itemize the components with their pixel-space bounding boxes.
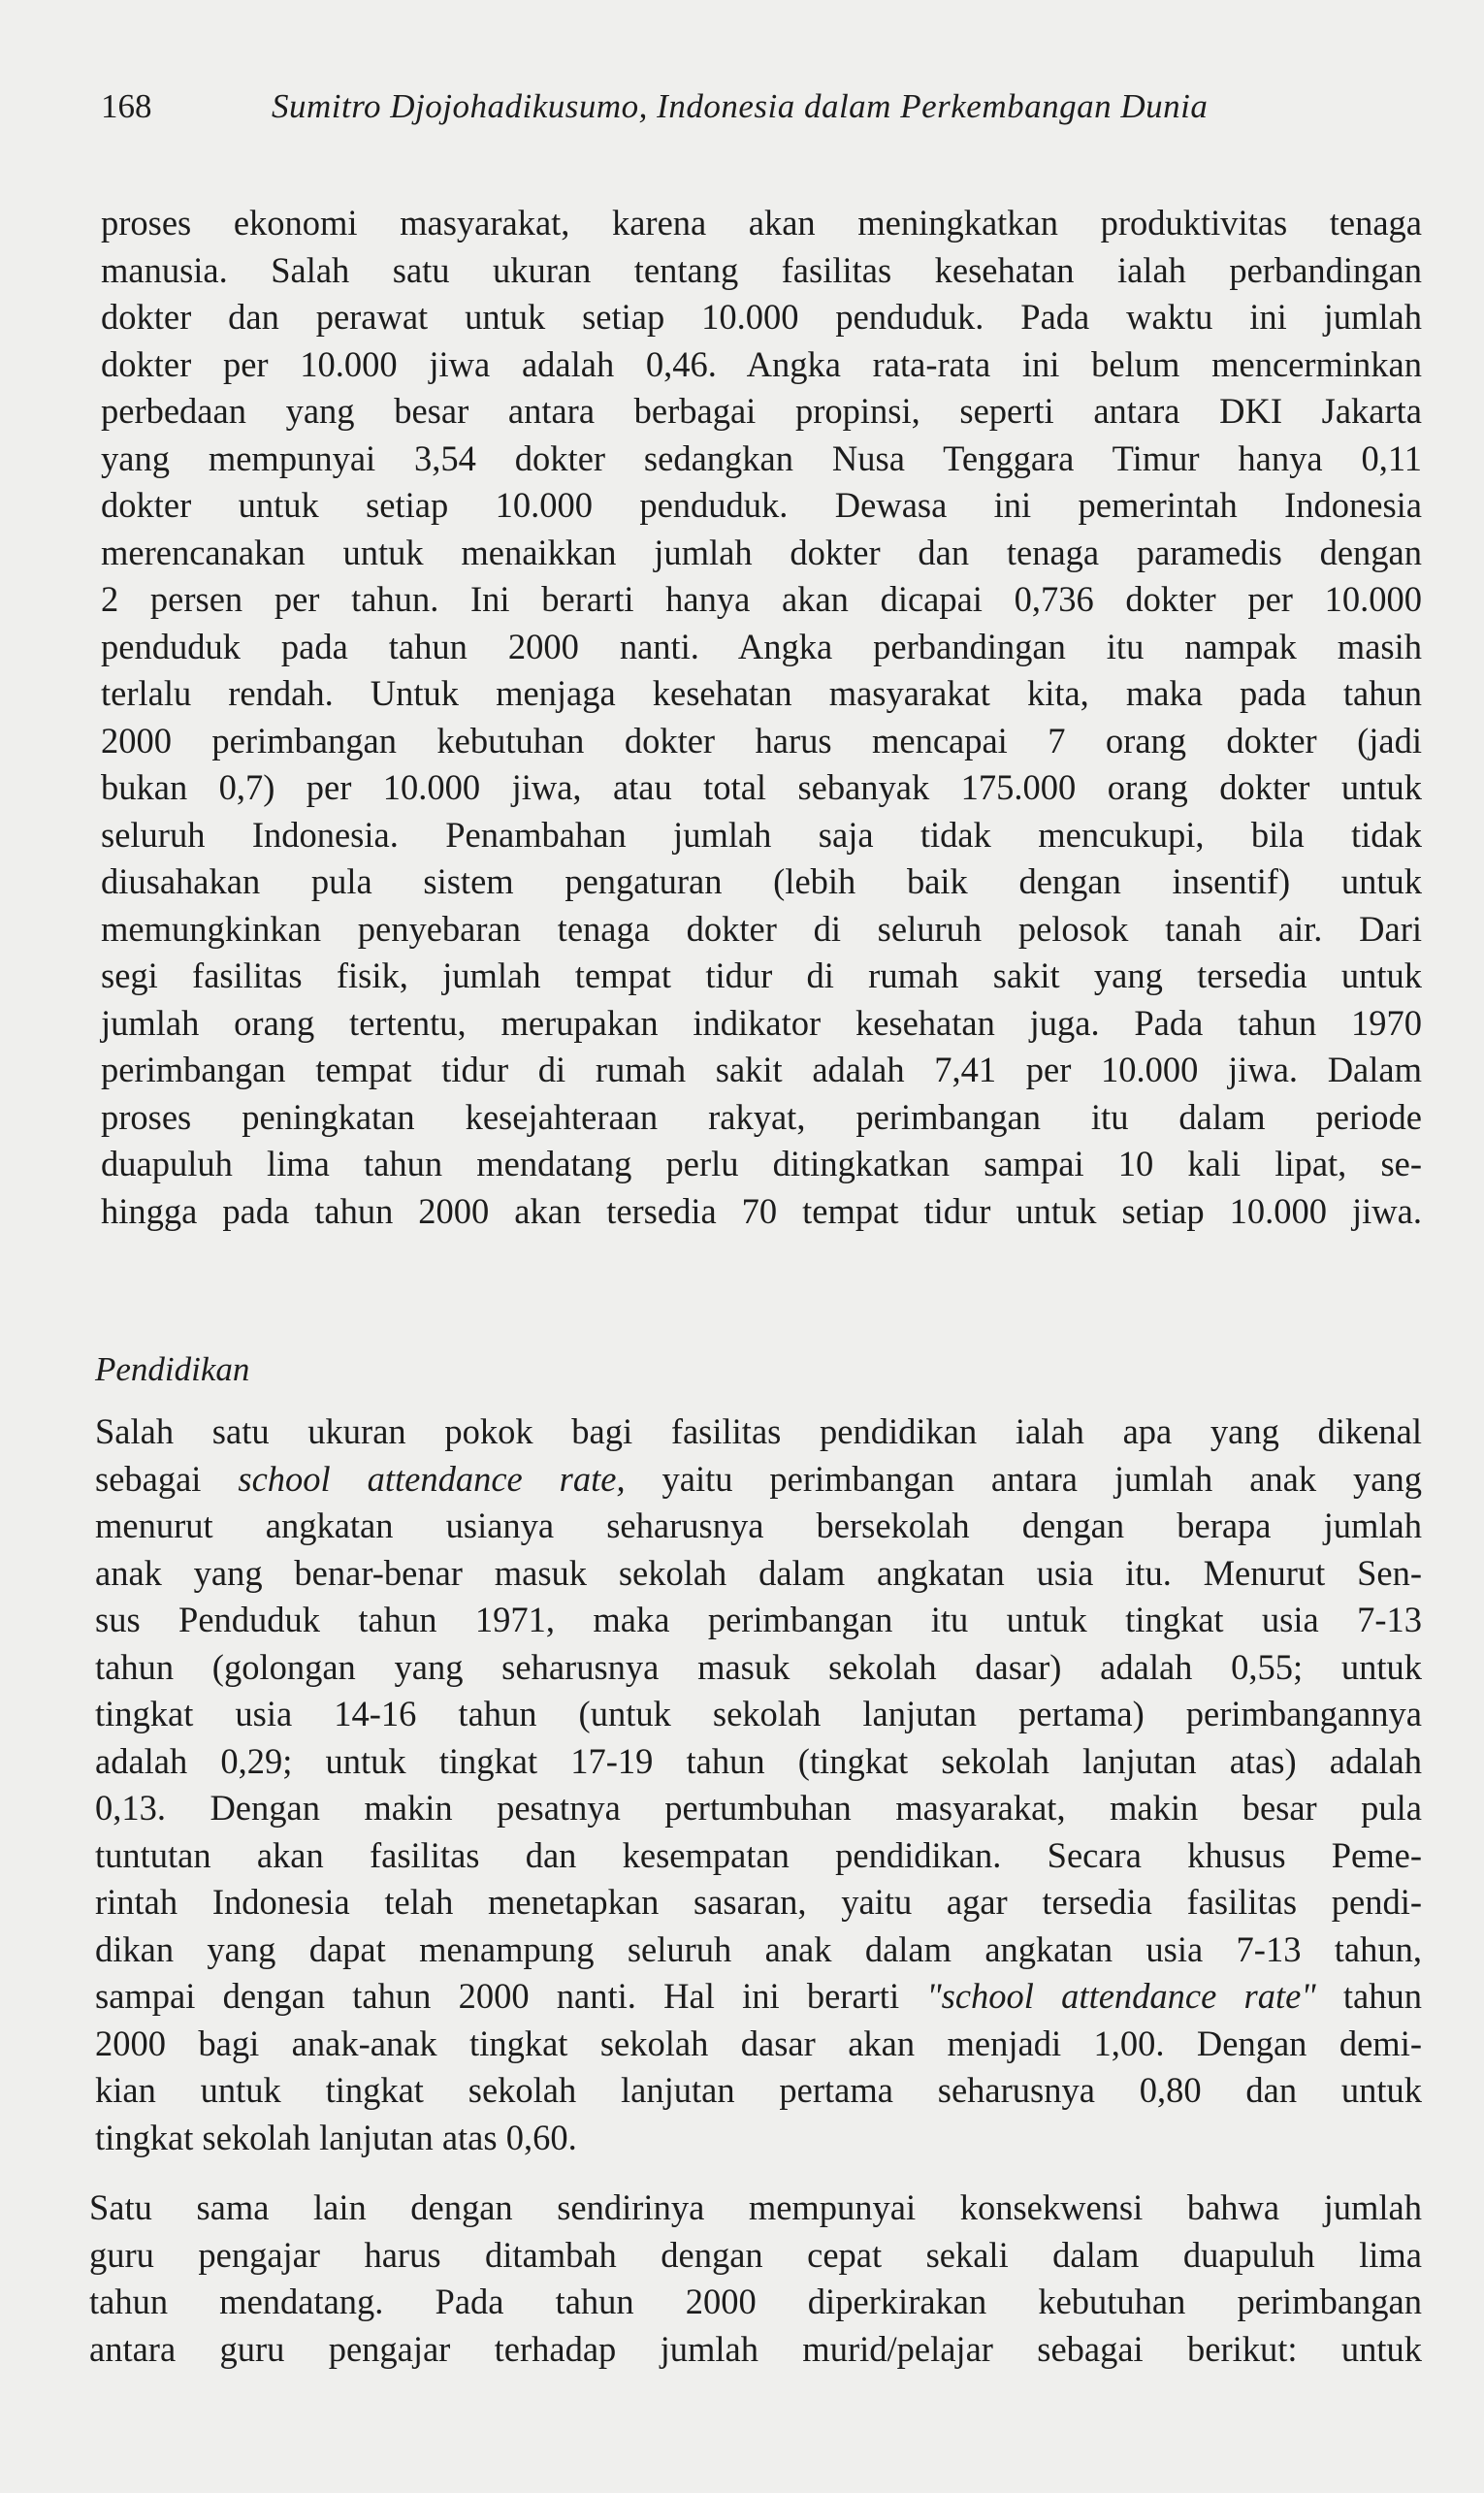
text-line [95,2067,1422,2115]
line-text: penduduk pada tahun 2000 nanti. Angka perbandingan itu nampak masih [101,626,1422,666]
text-line [101,1047,1422,1094]
line-text: dikan yang dapat menampung seluruh anak dalam angkatan usia 7-13 tahun, [95,1928,1422,1969]
page-number: 168 [101,87,152,125]
line-text: hingga pada tahun 2000 akan tersedia 70 tempat tidur untuk setiap 10.000 jiwa. [101,1190,1422,1231]
text-line [95,1973,1422,2021]
section-heading-pendidikan: Pendidikan [95,1350,250,1388]
line-text: segi fasilitas fisik, jumlah tempat tidur di rumah sakit yang tersedia untuk [101,955,1422,995]
line-text: tuntutan akan fasilitas dan kesempatan pendidikan. Secara khusus Peme- [95,1834,1422,1875]
line-text: 2000 perimbangan kebutuhan dokter harus mencapai 7 orang dokter (jadi [101,720,1422,761]
text-line [89,2232,1422,2280]
line-text: dokter untuk setiap 10.000 penduduk. Dewasa ini pemerintah Indonesia [101,485,1422,525]
text-line [101,858,1422,906]
line-text: terlalu rendah. Untuk menjaga kesehatan masyarakat kita, maka pada tahun [101,673,1422,713]
line-text: menurut angkatan usianya seharusnya bersekolah dengan berapa jumlah [95,1506,1422,1545]
text-line [101,388,1422,436]
line-text: sus Penduduk tahun 1971, maka perimbangan itu untuk tingkat usia 7-13 [95,1600,1422,1639]
line-text: diusahakan pula sistem pengaturan (lebih baik dengan insentif) untuk [101,861,1422,901]
line-text: Satu sama lain dengan sendirinya mempunyai konsekwensi bahwa jumlah [89,2187,1422,2227]
line-text: manusia. Salah satu ukuran tentang fasilitas kesehatan ialah perbandingan [101,249,1422,290]
line-text: anak yang benar-benar masuk sekolah dalam angkatan usia itu. Menurut Sen- [95,1552,1422,1593]
text-line [89,2185,1422,2232]
line-text: Salah satu ukuran pokok bagi fasilitas pendidikan ialah apa yang dikenal [95,1411,1422,1451]
text-line [95,1691,1422,1738]
line-text: 0,13. Dengan makin pesatnya pertumbuhan masyarakat, makin besar pula [95,1788,1422,1828]
line-text: seluruh Indonesia. Penambahan jumlah saja tidak mencukupi, bila tidak [101,814,1422,855]
line-text: tingkat sekolah lanjutan atas 0,60. [95,2117,577,2157]
line-text: duapuluh lima tahun mendatang perlu ditingkatkan sampai 10 kali lipat, se- [101,1144,1422,1183]
text-line [95,1785,1422,1832]
line-text: sebagai [95,1458,239,1499]
text-line [101,294,1422,341]
text-line [95,2021,1422,2068]
text-line [95,1738,1422,1786]
text-line [101,247,1422,295]
line-text: yaitu perimbangan antara jumlah anak yang [625,1458,1422,1499]
paragraph-education [95,1408,1422,2161]
line-text: perimbangan tempat tidur di rumah sakit adalah 7,41 per 10.000 jiwa. Dalam [101,1050,1422,1089]
running-title: Sumitro Djojohadikusumo, Indonesia dalam Perkembangan Dunia [272,87,1209,125]
text-line [101,200,1422,247]
text-line [101,670,1422,718]
line-text: rintah Indonesia telah menetapkan sasaran, yaitu agar tersedia fasilitas pendi- [95,1882,1422,1922]
line-text: merencanakan untuk menaikkan jumlah dokter dan tenaga paramedis dengan [101,532,1422,572]
text-line [101,906,1422,954]
line-text: proses peningkatan kesejahteraan rakyat, perimbangan itu dalam periode [101,1096,1422,1137]
text-line [101,812,1422,859]
line-text: proses ekonomi masyarakat, karena akan meningkatkan produktivitas tenaga [101,203,1422,243]
line-text: jumlah orang tertentu, merupakan indikator kesehatan juga. Pada tahun 1970 [101,1002,1422,1043]
text-line [101,1094,1422,1142]
text-line [95,1550,1422,1598]
line-text: antara guru pengajar terhadap jumlah murid/pelajar sebagai berikut: untuk [89,2328,1422,2369]
text-line [101,576,1422,624]
text-line [101,530,1422,577]
text-line [101,436,1422,483]
text-line [95,1926,1422,1974]
line-text: 2000 bagi anak-anak tingkat sekolah dasar akan menjadi 1,00. Dengan demi- [95,2023,1422,2063]
italic-term: school attendance rate, [238,1458,626,1499]
text-line [101,764,1422,812]
line-text: tahun [1315,1976,1422,2016]
text-line [89,2279,1422,2326]
text-line [95,1503,1422,1550]
line-text: 2 persen per tahun. Ini berarti hanya akan dicapai 0,736 dokter per 10.000 [101,579,1422,619]
line-text: yang mempunyai 3,54 dokter sedangkan Nusa Tenggara Timur hanya 0,11 [101,437,1422,478]
line-text: kian untuk tingkat sekolah lanjutan pertama seharusnya 0,80 dan untuk [95,2070,1422,2110]
text-line [95,1644,1422,1692]
text-line [101,1188,1422,1236]
paragraph-teachers [89,2185,1422,2373]
italic-term: "school attendance rate" [926,1976,1316,2016]
text-line [95,1879,1422,1926]
line-text: bukan 0,7) per 10.000 jiwa, atau total sebanyak 175.000 orang dokter untuk [101,767,1422,807]
line-text: sampai dengan tahun 2000 nanti. Hal ini berarti [95,1976,927,2016]
text-line [101,341,1422,389]
text-line [101,1141,1422,1188]
text-line [101,1000,1422,1048]
line-text: tahun mendatang. Pada tahun 2000 diperkirakan kebutuhan perimbangan [89,2282,1422,2321]
text-line [101,718,1422,765]
line-text: adalah 0,29; untuk tingkat 17-19 tahun (tingkat sekolah lanjutan atas) adalah [95,1740,1422,1781]
line-text: dokter per 10.000 jiwa adalah 0,46. Angka rata-rata ini belum mencerminkan [101,343,1422,384]
text-line [95,1832,1422,1880]
line-text: tahun (golongan yang seharusnya masuk sekolah dasar) adalah 0,55; untuk [95,1646,1422,1687]
page-header [101,87,1352,130]
text-line [95,2115,1422,2162]
paragraph-health [101,200,1422,1235]
line-text: guru pengajar harus ditambah dengan cepat sekali dalam duapuluh lima [89,2234,1422,2275]
text-line [89,2326,1422,2374]
line-text: memungkinkan penyebaran tenaga dokter di seluruh pelosok tanah air. Dari [101,908,1422,949]
line-text: tingkat usia 14-16 tahun (untuk sekolah lanjutan pertama) perimbangannya [95,1694,1422,1733]
text-line [95,1456,1422,1504]
line-text: dokter dan perawat untuk setiap 10.000 penduduk. Pada waktu ini jumlah [101,297,1422,337]
text-line [101,953,1422,1000]
text-line [95,1597,1422,1644]
text-line [101,624,1422,671]
text-line [101,482,1422,530]
text-line [95,1408,1422,1456]
line-text: perbedaan yang besar antara berbagai propinsi, seperti antara DKI Jakarta [101,391,1422,431]
